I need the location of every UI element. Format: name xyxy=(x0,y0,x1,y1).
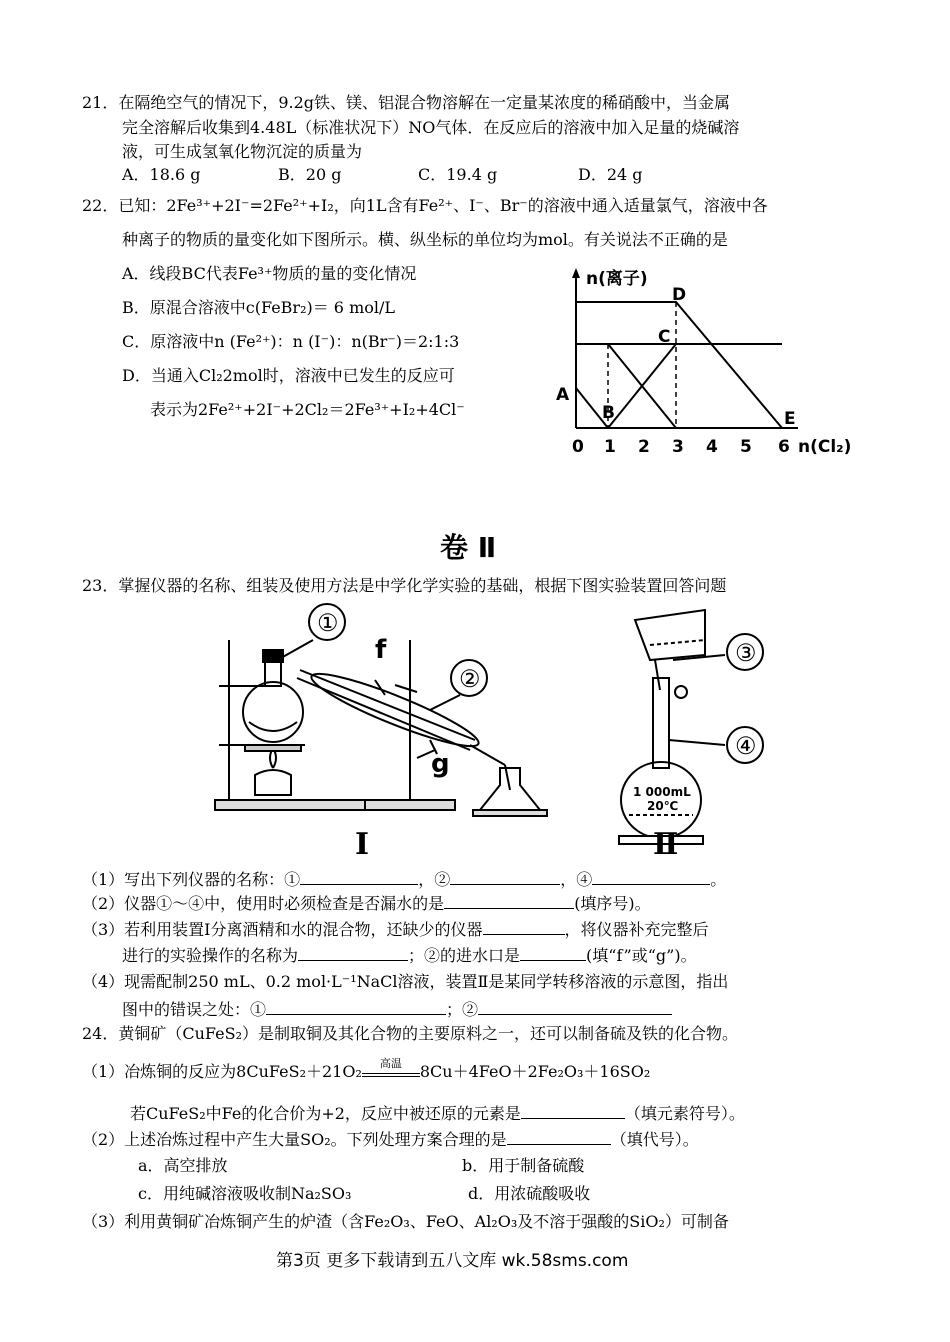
label-circle-3: ③ xyxy=(735,639,757,667)
q21-option-c: C．19.4 g xyxy=(418,165,498,184)
x-tick-0: 0 xyxy=(572,437,584,457)
q23-blank-error-1[interactable] xyxy=(266,996,446,1015)
q23-part4: （4）现需配制250 mL、0.2 mol·L⁻¹NaCl溶液，装置Ⅱ是某同学转移溶液的示意图，指出 xyxy=(82,972,729,991)
label-g: g xyxy=(431,749,450,779)
q22-line1: 22．已知：2Fe³⁺+2I⁻=2Fe²⁺+I₂，向1L含有Fe²⁺、I⁻、Br⁻的溶液中通入适量氯气，溶液中各 xyxy=(82,196,768,215)
q21-line2: 完全溶解后收集到4.48L（标准状况下）NO气体．在反应后的溶液中加入足量的烧碱溶 xyxy=(122,118,740,137)
q24-p2-text-a: （2）上述冶炼过程中产生大量SO₂。下列处理方案合理的是 xyxy=(82,1130,507,1149)
vol-flask-stopper xyxy=(675,686,687,698)
stand-base-1 xyxy=(215,800,365,810)
q24-part1-cont xyxy=(130,1100,745,1126)
q23-p3-text-d: ；②的进水口是 xyxy=(408,946,521,965)
graph-point-b: B xyxy=(602,403,615,423)
q22-option-b: B．原混合溶液中c(FeBr₂)＝ 6 mol/L xyxy=(122,298,396,317)
label-flask-volume: 1 000mL xyxy=(633,785,691,799)
q23-p1-text-c: ，④ xyxy=(560,870,593,889)
q22-option-c: C．原溶液中n (Fe²⁺)：n (I⁻)：n(Br⁻)＝2:1:3 xyxy=(122,332,460,351)
page-footer: 第3页 更多下载请到五八文库 wk.58sms.com xyxy=(276,1251,629,1271)
q23-blank-leak[interactable] xyxy=(444,890,574,909)
q23-intro: 23．掌握仪器的名称、组装及使用方法是中学化学实验的基础，根据下图实验装置回答问题 xyxy=(82,576,727,595)
q24-part2 xyxy=(82,1126,699,1152)
q24-part3: （3）利用黄铜矿冶炼铜产生的炉渣（含Fe₂O₃、FeO、Al₂O₃及不溶于强酸的SiO₂）可制备 xyxy=(82,1212,729,1231)
q24-condition-text: 高温 xyxy=(379,1057,402,1070)
q23-blank-4[interactable] xyxy=(592,866,710,885)
q23-p3-text-a: （3）若利用装置Ⅰ分离酒精和水的混合物，还缺少的仪器 xyxy=(82,920,483,939)
q23-p3-text-b: ，将仪器补充完整后 xyxy=(564,920,709,939)
apparatus-figure xyxy=(205,600,825,862)
x-tick-5: 5 xyxy=(740,437,752,457)
q23-part1 xyxy=(82,866,726,892)
q22-option-a: A．线段BC代表Fe³⁺物质的量的变化情况 xyxy=(122,264,417,283)
section-title: 卷 Ⅱ xyxy=(440,531,497,564)
vol-flask-neck xyxy=(653,678,669,768)
graph-ylabel: n(离子) xyxy=(586,269,648,289)
q22-option-d-line2: 表示为2Fe²⁺+2I⁻+2Cl₂＝2Fe³⁺+I₂+4Cl⁻ xyxy=(150,400,465,419)
q24-condition xyxy=(362,1057,420,1077)
ion-amount-graph xyxy=(540,262,860,492)
q23-p3-text-c: 进行的实验操作的名称为 xyxy=(122,946,299,965)
q23-part4-cont xyxy=(122,996,672,1022)
q23-p1-text-d: 。 xyxy=(710,870,727,889)
q24-option-d: d．用浓硫酸吸收 xyxy=(468,1184,591,1203)
q23-blank-error-2[interactable] xyxy=(478,996,672,1015)
graph-xlabel: n(Cl₂) xyxy=(798,437,852,457)
q23-blank-operation[interactable] xyxy=(298,942,408,961)
condenser-jacket xyxy=(306,663,483,756)
round-flask xyxy=(243,682,303,742)
q21-option-d: D．24 g xyxy=(578,165,643,184)
q23-part3-cont xyxy=(122,942,697,968)
label-circle-4: ④ xyxy=(735,732,757,760)
q24-intro: 24．黄铜矿（CuFeS₂）是制取铜及其化合物的主要原料之一，还可以制备硫及铁的化合物。 xyxy=(82,1024,738,1043)
label-circle-1: ① xyxy=(317,609,339,637)
q24-p1-text-c: 若CuFeS₂中Fe的化合价为+2，反应中被还原的元素是 xyxy=(130,1104,521,1123)
q24-p1-text-a: （1）冶炼铜的反应为8CuFeS₂＋21O₂ xyxy=(82,1062,362,1081)
q23-p2-text-b: (填序号)。 xyxy=(574,894,651,913)
q23-blank-inlet[interactable] xyxy=(520,942,586,961)
q24-option-a: a．高空排放 xyxy=(138,1156,228,1175)
graph-point-c: C xyxy=(658,327,671,347)
q23-p4-text-b: 图中的错误之处：① xyxy=(122,1000,267,1019)
q23-blank-missing[interactable] xyxy=(483,916,565,935)
x-tick-1: 1 xyxy=(604,437,616,457)
q21-line1: 21．在隔绝空气的情况下，9.2g铁、镁、铝混合物溶解在一定量某浓度的稀硝酸中，当金属 xyxy=(82,93,731,112)
label-circle-2: ② xyxy=(459,665,481,693)
q23-part3 xyxy=(82,916,709,942)
q21-option-b: B．20 g xyxy=(278,165,342,184)
q23-p1-text-a: （1）写出下列仪器的名称：① xyxy=(82,870,301,889)
q24-blank-option[interactable] xyxy=(507,1126,611,1145)
alcohol-burner xyxy=(255,770,291,795)
x-tick-3: 3 xyxy=(672,437,684,457)
graph-point-a: A xyxy=(556,385,570,405)
graph-point-e: E xyxy=(784,409,796,429)
q24-blank-element[interactable] xyxy=(521,1100,625,1119)
q22-line2: 种离子的物质的量变化如下图所示。横、纵坐标的单位均为mol。有关说法不正确的是 xyxy=(122,230,728,249)
graph-point-d: D xyxy=(672,285,687,305)
q22-option-d-line1: D．当通入Cl₂2mol时，溶液中已发生的反应可 xyxy=(122,366,455,385)
x-tick-4: 4 xyxy=(706,437,718,457)
q23-blank-1[interactable] xyxy=(300,866,418,885)
q21-line3: 液，可生成氢氧化物沉淀的质量为 xyxy=(122,142,363,161)
q23-blank-2[interactable] xyxy=(450,866,560,885)
q24-p1-text-d: （填元素符号）。 xyxy=(624,1104,745,1123)
q23-part2 xyxy=(82,890,651,916)
label-flask-temp: 20℃ xyxy=(647,799,679,813)
q21-option-a: A．18.6 g xyxy=(122,165,201,184)
stopper xyxy=(263,650,283,662)
x-tick-2: 2 xyxy=(638,437,650,457)
q23-p1-text-b: ，② xyxy=(418,870,451,889)
y-arrow xyxy=(572,268,580,278)
q24-option-c: c．用纯碱溶液吸收制Na₂SO₃ xyxy=(138,1184,352,1203)
figure-label-1: Ⅰ xyxy=(355,827,370,862)
condenser-outer-top xyxy=(300,670,475,740)
beaker xyxy=(635,610,705,660)
label-f: f xyxy=(375,635,387,665)
q24-option-b: b．用于制备硫酸 xyxy=(462,1156,585,1175)
q23-p3-text-e: (填“f”或“g”)。 xyxy=(586,946,697,965)
x-tick-6: 6 xyxy=(778,437,790,457)
q24-p2-text-b: （填代号）。 xyxy=(610,1130,699,1149)
graph-dashes xyxy=(608,302,676,428)
q23-p2-text-a: （2）仪器①～④中，使用时必须检查是否漏水的是 xyxy=(82,894,445,913)
q24-part1 xyxy=(82,1057,651,1084)
q23-p4-text-c: ；② xyxy=(446,1000,479,1019)
figure-label-2: Ⅱ xyxy=(653,827,679,862)
q24-p1-text-b: 8Cu＋4FeO＋2Fe₂O₃＋16SO₂ xyxy=(419,1062,651,1081)
stand-base-2 xyxy=(365,800,455,810)
